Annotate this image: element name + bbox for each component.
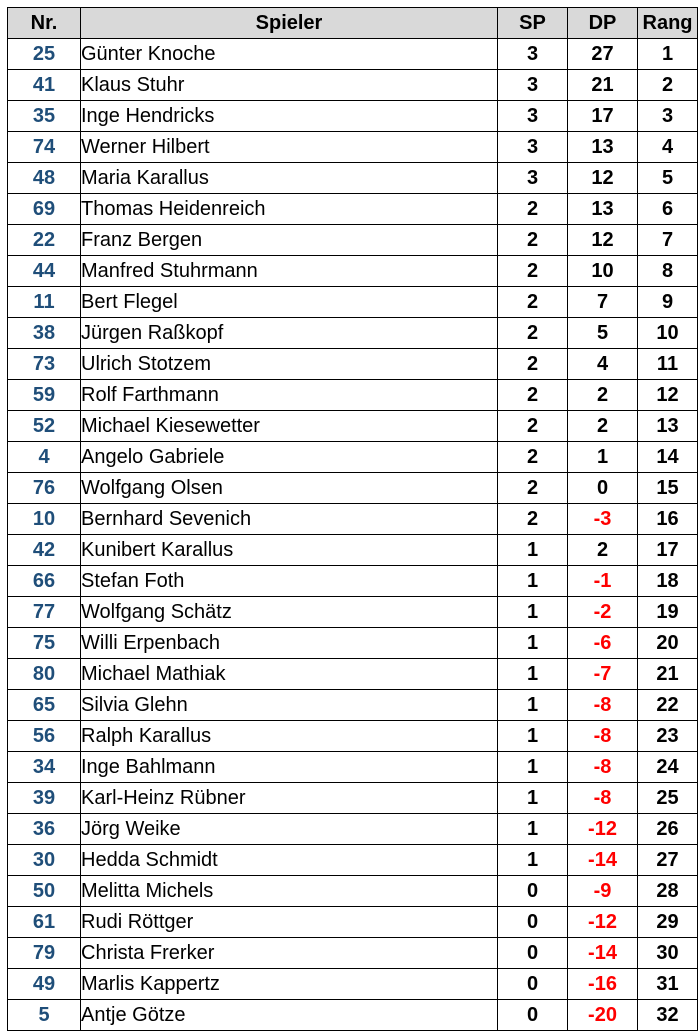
player-number: 25	[8, 39, 81, 70]
player-number: 74	[8, 132, 81, 163]
table-row	[8, 380, 698, 411]
table-row	[8, 907, 698, 938]
player-name: Jürgen Raßkopf	[81, 318, 498, 349]
dp-value: -2	[568, 597, 638, 628]
sp-value: 3	[498, 101, 568, 132]
rank-value: 9	[638, 287, 698, 318]
player-name: Silvia Glehn	[81, 690, 498, 721]
sp-value: 2	[498, 380, 568, 411]
table-row	[8, 969, 698, 1000]
player-name: Günter Knoche	[81, 39, 498, 70]
player-number: 77	[8, 597, 81, 628]
dp-value: -8	[568, 783, 638, 814]
player-name: Christa Frerker	[81, 938, 498, 969]
rank-value: 16	[638, 504, 698, 535]
dp-value: 10	[568, 256, 638, 287]
dp-value: 2	[568, 380, 638, 411]
table-row	[8, 411, 698, 442]
table-row	[8, 256, 698, 287]
player-name: Willi Erpenbach	[81, 628, 498, 659]
dp-value: -3	[568, 504, 638, 535]
table-row	[8, 752, 698, 783]
dp-value: 13	[568, 132, 638, 163]
table-row	[8, 659, 698, 690]
dp-value: 12	[568, 163, 638, 194]
player-number: 35	[8, 101, 81, 132]
sp-value: 0	[498, 876, 568, 907]
player-number: 59	[8, 380, 81, 411]
header-sp: SP	[498, 8, 568, 39]
sp-value: 1	[498, 783, 568, 814]
rank-value: 23	[638, 721, 698, 752]
player-number: 61	[8, 907, 81, 938]
dp-value: -8	[568, 690, 638, 721]
sp-value: 1	[498, 597, 568, 628]
dp-value: 12	[568, 225, 638, 256]
player-number: 66	[8, 566, 81, 597]
table-row	[8, 287, 698, 318]
table-row	[8, 39, 698, 70]
player-number: 49	[8, 969, 81, 1000]
rank-value: 26	[638, 814, 698, 845]
sp-value: 2	[498, 318, 568, 349]
player-number: 75	[8, 628, 81, 659]
dp-value: -12	[568, 907, 638, 938]
player-number: 50	[8, 876, 81, 907]
dp-value: 0	[568, 473, 638, 504]
player-number: 48	[8, 163, 81, 194]
sp-value: 0	[498, 938, 568, 969]
rank-value: 19	[638, 597, 698, 628]
rank-value: 7	[638, 225, 698, 256]
rank-value: 21	[638, 659, 698, 690]
player-name: Marlis Kappertz	[81, 969, 498, 1000]
player-number: 5	[8, 1000, 81, 1031]
rank-value: 20	[638, 628, 698, 659]
table-row	[8, 1000, 698, 1031]
table-row	[8, 783, 698, 814]
sp-value: 2	[498, 504, 568, 535]
player-number: 22	[8, 225, 81, 256]
player-number: 44	[8, 256, 81, 287]
player-number: 79	[8, 938, 81, 969]
rank-value: 2	[638, 70, 698, 101]
rank-value: 29	[638, 907, 698, 938]
rank-value: 15	[638, 473, 698, 504]
rank-value: 4	[638, 132, 698, 163]
rank-value: 12	[638, 380, 698, 411]
rank-value: 17	[638, 535, 698, 566]
rank-value: 13	[638, 411, 698, 442]
dp-value: 5	[568, 318, 638, 349]
dp-value: 1	[568, 442, 638, 473]
player-number: 4	[8, 442, 81, 473]
player-number: 30	[8, 845, 81, 876]
standings-table	[7, 7, 698, 1031]
player-number: 42	[8, 535, 81, 566]
player-number: 73	[8, 349, 81, 380]
player-number: 52	[8, 411, 81, 442]
rank-value: 18	[638, 566, 698, 597]
table-row	[8, 473, 698, 504]
player-number: 65	[8, 690, 81, 721]
table-row	[8, 628, 698, 659]
sp-value: 1	[498, 845, 568, 876]
sp-value: 2	[498, 411, 568, 442]
player-name: Bert Flegel	[81, 287, 498, 318]
player-name: Stefan Foth	[81, 566, 498, 597]
sp-value: 2	[498, 442, 568, 473]
table-row	[8, 70, 698, 101]
sp-value: 2	[498, 256, 568, 287]
player-name: Inge Hendricks	[81, 101, 498, 132]
player-number: 69	[8, 194, 81, 225]
table-row	[8, 876, 698, 907]
rank-value: 3	[638, 101, 698, 132]
table-row	[8, 845, 698, 876]
rank-value: 28	[638, 876, 698, 907]
player-name: Klaus Stuhr	[81, 70, 498, 101]
player-name: Melitta Michels	[81, 876, 498, 907]
player-name: Karl-Heinz Rübner	[81, 783, 498, 814]
player-name: Bernhard Sevenich	[81, 504, 498, 535]
player-name: Maria Karallus	[81, 163, 498, 194]
rank-value: 14	[638, 442, 698, 473]
dp-value: -14	[568, 938, 638, 969]
rank-value: 27	[638, 845, 698, 876]
sp-value: 0	[498, 969, 568, 1000]
dp-value: 27	[568, 39, 638, 70]
sp-value: 2	[498, 194, 568, 225]
player-name: Wolfgang Olsen	[81, 473, 498, 504]
player-name: Werner Hilbert	[81, 132, 498, 163]
dp-value: 2	[568, 535, 638, 566]
player-name: Rudi Röttger	[81, 907, 498, 938]
rank-value: 10	[638, 318, 698, 349]
rank-value: 5	[638, 163, 698, 194]
table-row	[8, 690, 698, 721]
player-name: Franz Bergen	[81, 225, 498, 256]
dp-value: -20	[568, 1000, 638, 1031]
player-number: 34	[8, 752, 81, 783]
player-name: Michael Mathiak	[81, 659, 498, 690]
player-name: Inge Bahlmann	[81, 752, 498, 783]
sp-value: 0	[498, 1000, 568, 1031]
sp-value: 1	[498, 535, 568, 566]
player-number: 76	[8, 473, 81, 504]
rank-value: 22	[638, 690, 698, 721]
rank-value: 31	[638, 969, 698, 1000]
sp-value: 1	[498, 659, 568, 690]
sp-value: 2	[498, 287, 568, 318]
table-row	[8, 163, 698, 194]
player-name: Hedda Schmidt	[81, 845, 498, 876]
dp-value: -6	[568, 628, 638, 659]
table-body	[8, 39, 698, 1031]
sp-value: 1	[498, 721, 568, 752]
header-dp: DP	[568, 8, 638, 39]
rank-value: 11	[638, 349, 698, 380]
player-number: 41	[8, 70, 81, 101]
player-number: 10	[8, 504, 81, 535]
rank-value: 24	[638, 752, 698, 783]
rank-value: 30	[638, 938, 698, 969]
table-row	[8, 597, 698, 628]
sp-value: 1	[498, 690, 568, 721]
player-number: 38	[8, 318, 81, 349]
table-header	[8, 8, 698, 39]
dp-value: 2	[568, 411, 638, 442]
header-rang: Rang	[638, 8, 698, 39]
dp-value: 17	[568, 101, 638, 132]
player-number: 11	[8, 287, 81, 318]
player-name: Ralph Karallus	[81, 721, 498, 752]
table-row	[8, 442, 698, 473]
sp-value: 3	[498, 70, 568, 101]
dp-value: -1	[568, 566, 638, 597]
header-nr: Nr.	[8, 8, 81, 39]
table-row	[8, 225, 698, 256]
rank-value: 1	[638, 39, 698, 70]
player-number: 39	[8, 783, 81, 814]
sp-value: 2	[498, 473, 568, 504]
rank-value: 8	[638, 256, 698, 287]
player-number: 56	[8, 721, 81, 752]
player-name: Thomas Heidenreich	[81, 194, 498, 225]
dp-value: 13	[568, 194, 638, 225]
dp-value: -8	[568, 721, 638, 752]
table-row	[8, 318, 698, 349]
player-name: Kunibert Karallus	[81, 535, 498, 566]
sp-value: 3	[498, 39, 568, 70]
table-row	[8, 101, 698, 132]
player-name: Jörg Weike	[81, 814, 498, 845]
table-row	[8, 721, 698, 752]
sp-value: 2	[498, 349, 568, 380]
sp-value: 1	[498, 814, 568, 845]
sp-value: 3	[498, 132, 568, 163]
header-spieler: Spieler	[81, 8, 498, 39]
header-row	[8, 8, 698, 39]
player-name: Ulrich Stotzem	[81, 349, 498, 380]
player-name: Angelo Gabriele	[81, 442, 498, 473]
player-number: 80	[8, 659, 81, 690]
dp-value: -7	[568, 659, 638, 690]
player-name: Antje Götze	[81, 1000, 498, 1031]
sp-value: 3	[498, 163, 568, 194]
sp-value: 1	[498, 628, 568, 659]
sp-value: 1	[498, 566, 568, 597]
table-row	[8, 814, 698, 845]
dp-value: -14	[568, 845, 638, 876]
player-number: 36	[8, 814, 81, 845]
table-row	[8, 349, 698, 380]
sp-value: 1	[498, 752, 568, 783]
dp-value: -9	[568, 876, 638, 907]
player-name: Michael Kiesewetter	[81, 411, 498, 442]
dp-value: -12	[568, 814, 638, 845]
player-name: Rolf Farthmann	[81, 380, 498, 411]
dp-value: -8	[568, 752, 638, 783]
table-row	[8, 194, 698, 225]
dp-value: 7	[568, 287, 638, 318]
rank-value: 32	[638, 1000, 698, 1031]
dp-value: 21	[568, 70, 638, 101]
sp-value: 2	[498, 225, 568, 256]
player-name: Wolfgang Schätz	[81, 597, 498, 628]
table-row	[8, 535, 698, 566]
sp-value: 0	[498, 907, 568, 938]
dp-value: -16	[568, 969, 638, 1000]
table-row	[8, 566, 698, 597]
player-name: Manfred Stuhrmann	[81, 256, 498, 287]
table-row	[8, 504, 698, 535]
rank-value: 25	[638, 783, 698, 814]
dp-value: 4	[568, 349, 638, 380]
table-row	[8, 132, 698, 163]
rank-value: 6	[638, 194, 698, 225]
table-row	[8, 938, 698, 969]
